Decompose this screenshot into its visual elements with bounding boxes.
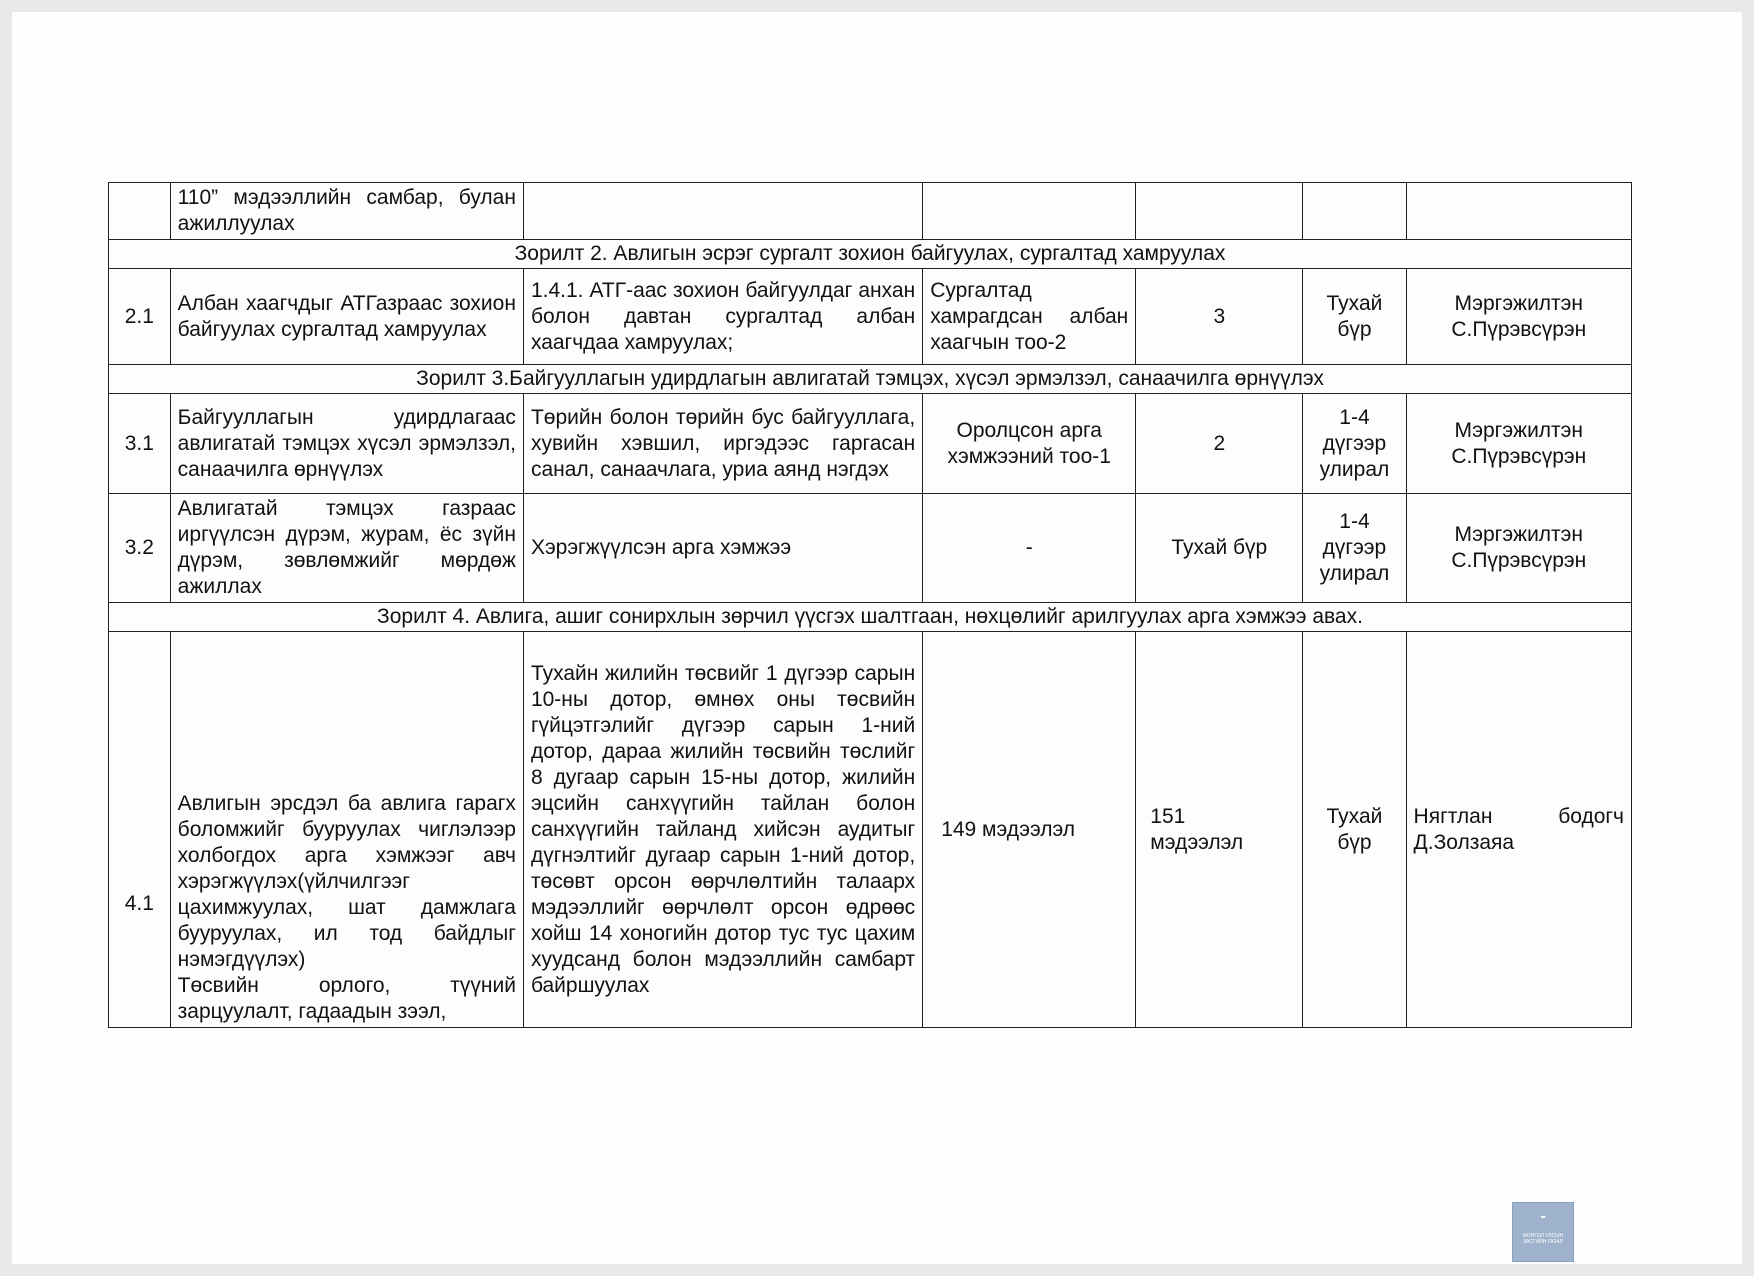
deadline-cell: Тухай бүр [1303, 632, 1406, 1028]
activity-cell: Авлигатай тэмцэх газраас иргүүлсэн дүрэм, журам, ёс зүйн дүрэм, зөвлөмжийг мөрдөж ажиллах [170, 494, 523, 603]
table-row [109, 183, 1632, 240]
goal-row [109, 240, 1632, 269]
indicator-cell: 149 мэдээлэл [923, 632, 1136, 1028]
table-row [109, 632, 1632, 1028]
deadline-cell [1303, 183, 1406, 240]
government-seal-logo [1512, 1202, 1574, 1262]
responsible-cell: Нягтлан бодогч Д.Золзаяа [1406, 632, 1631, 1028]
seal-text: МОНГОЛ УЛСЫН ЗАСГИЙН ГАЗАР [1522, 1233, 1564, 1245]
goal-3-heading: Зорилт 3.Байгууллагын удирдлагын авлигатай тэмцэх, хүсэл эрмэлзэл, санаачилга өрнүүлэх [109, 365, 1632, 394]
activity-cell [170, 632, 523, 1028]
num-cell: 3.2 [109, 494, 171, 603]
activity-cell: Албан хаагчдыг АТГазраас зохион байгуулах сургалтад хамруулах [170, 269, 523, 365]
target-cell: 151 мэдээлэл [1136, 632, 1303, 1028]
activity-text: Авлигын эрсдэл ба авлига гарагх боломжийг бууруулах чиглэлээр холбогдох арга хэмжээг авч хэрэгжүүлэх(үйлчилгээг цахимжуулах, шат дамжлага бууруулах, ил тод байдлыг нэмэгдүүлэх) [177, 792, 516, 971]
table-row [109, 269, 1632, 365]
target-cell: 2 [1136, 394, 1303, 494]
num-cell [109, 183, 171, 240]
goal-row [109, 603, 1632, 632]
action-cell: Хэрэгжүүлсэн арга хэмжээ [523, 494, 922, 603]
goal-row [109, 365, 1632, 394]
table-row [109, 394, 1632, 494]
document-page [12, 12, 1742, 1264]
activity-text-continued: Төсвийн орлого, түүний зарцуулалт, гадаадын зээл, [177, 974, 516, 1023]
activity-cell: 110” мэдээллийн самбар, булан ажиллуулах [170, 183, 523, 240]
target-cell: Тухай бүр [1136, 494, 1303, 603]
deadline-cell: Тухай бүр [1303, 269, 1406, 365]
activity-cell: Байгууллагын удирдлагаас авлигатай тэмцэх хүсэл эрмэлзэл, санаачилга өрнүүлэх [170, 394, 523, 494]
num-cell: 3.1 [109, 394, 171, 494]
responsible-cell: Мэргэжилтэн С.Пүрэвсүрэн [1406, 494, 1631, 603]
action-cell: 1.4.1. АТГ-аас зохион байгуулдаг анхан болон давтан сургалтад албан хаагчдаа хамруулах; [523, 269, 922, 365]
action-cell [523, 183, 922, 240]
indicator-cell: - [923, 494, 1136, 603]
action-plan-table [108, 182, 1632, 1028]
deadline-cell: 1-4 дүгээр улирал [1303, 394, 1406, 494]
responsible-cell: Мэргэжилтэн С.Пүрэвсүрэн [1406, 394, 1631, 494]
action-cell: Төрийн болон төрийн бус байгууллага, хувийн хэвшил, иргэдээс гаргасан санал, санаачлага, уриа аянд нэгдэх [523, 394, 922, 494]
target-cell [1136, 183, 1303, 240]
target-cell: 3 [1136, 269, 1303, 365]
responsible-cell [1406, 183, 1631, 240]
action-cell: Тухайн жилийн төсвийг 1 дүгээр сарын 10-ны дотор, өмнөх оны төсвийн гүйцэтгэлийг дүгээр сарын 1-ний дотор, дараа жилийн төсвийн төслийг 8 дугаар сарын 15-ны дотор, жилийн эцсийн санхүүгийн тайлан болон санхүүгийн тайланд хийсэн аудитыг дүгнэлтийг дугаар сарын 1-ний дотор, төсөвт орсон өөрчлөлтийн талаарх мэдээллийг өөрчлөлт орсон өдрөөс хойш 14 хоногийн дотор тус тус цахим хуудсанд болон мэдээллийн самбарт байршуулах [523, 632, 922, 1028]
goal-4-heading: Зорилт 4. Авлига, ашиг сонирхлын зөрчил үүсгэх шалтгаан, нөхцөлийг арилгуулах арга хэмжээ авах. [109, 603, 1632, 632]
num-cell: 4.1 [109, 632, 171, 1028]
goal-2-heading: Зорилт 2. Авлигын эсрэг сургалт зохион байгуулах, сургалтад хамруулах [109, 240, 1632, 269]
indicator-cell: Сургалтад хамрагдсан албан хаагчын тоо-2 [923, 269, 1136, 365]
table-row [109, 494, 1632, 603]
responsible-cell: Мэргэжилтэн С.Пүрэвсүрэн [1406, 269, 1631, 365]
soyombo-icon: ᠊ [1541, 1206, 1545, 1231]
deadline-cell: 1-4 дүгээр улирал [1303, 494, 1406, 603]
indicator-cell [923, 183, 1136, 240]
indicator-cell: Оролцсон арга хэмжээний тоо-1 [923, 394, 1136, 494]
num-cell: 2.1 [109, 269, 171, 365]
